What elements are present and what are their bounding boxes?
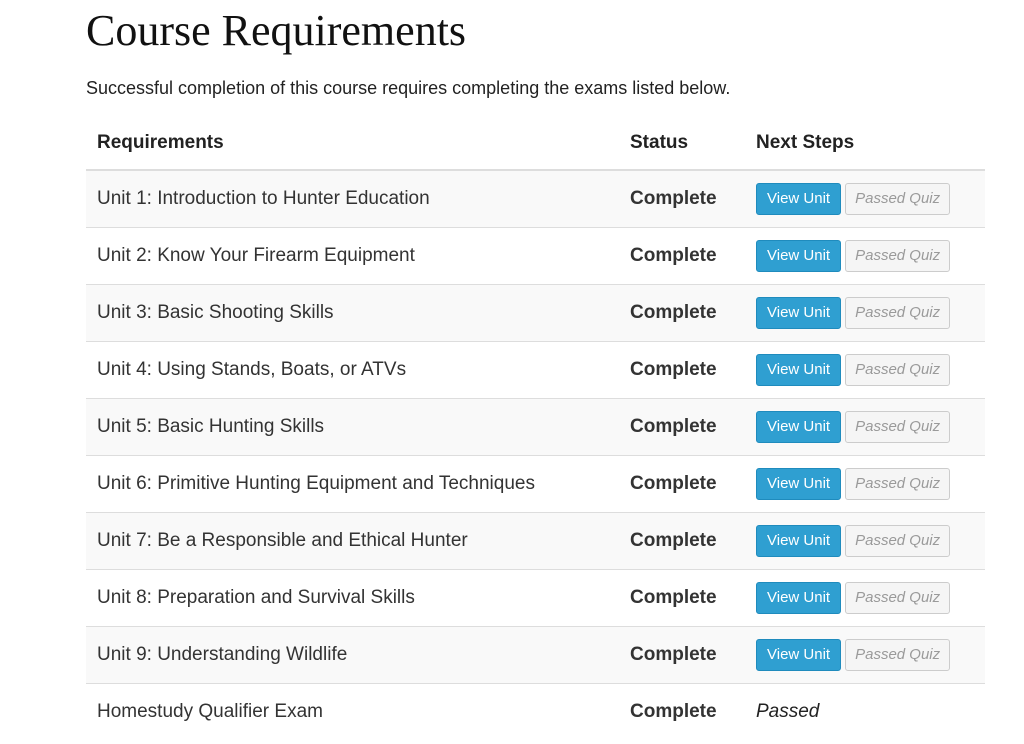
requirement-name: Unit 7: Be a Responsible and Ethical Hunter — [86, 513, 618, 570]
header-next-steps: Next Steps — [744, 116, 985, 170]
requirement-name: Unit 6: Primitive Hunting Equipment and Techniques — [86, 456, 618, 513]
requirement-name: Unit 9: Understanding Wildlife — [86, 627, 618, 684]
table-row — [86, 627, 985, 684]
page-title: Course Requirements — [86, 6, 467, 55]
table-row — [86, 456, 985, 513]
view-unit-button[interactable]: View Unit — [756, 411, 841, 443]
requirement-name: Unit 3: Basic Shooting Skills — [86, 285, 618, 342]
table-row — [86, 342, 985, 399]
next-steps-cell — [744, 627, 985, 684]
requirement-name: Unit 5: Basic Hunting Skills — [86, 399, 618, 456]
table-header-row — [86, 116, 985, 170]
view-unit-button[interactable]: View Unit — [756, 468, 841, 500]
table-row — [86, 285, 985, 342]
table-row — [86, 399, 985, 456]
view-unit-button[interactable]: View Unit — [756, 525, 841, 557]
requirement-name: Homestudy Qualifier Exam — [86, 684, 618, 741]
passed-quiz-button[interactable]: Passed Quiz — [845, 240, 950, 272]
passed-quiz-button[interactable]: Passed Quiz — [845, 639, 950, 671]
status-text: Complete — [618, 342, 744, 399]
status-text: Complete — [618, 170, 744, 228]
status-text: Complete — [618, 399, 744, 456]
view-unit-button[interactable]: View Unit — [756, 354, 841, 386]
status-text: Complete — [618, 627, 744, 684]
view-unit-button[interactable]: View Unit — [756, 183, 841, 215]
view-unit-button[interactable]: View Unit — [756, 639, 841, 671]
requirements-body — [86, 170, 985, 740]
next-steps-cell — [744, 513, 985, 570]
next-step-cell — [744, 684, 985, 741]
status-text: Complete — [618, 684, 744, 741]
table-row-final — [86, 684, 985, 741]
next-steps-cell — [744, 456, 985, 513]
next-steps-cell — [744, 170, 985, 228]
intro-text: Successful completion of this course requires completing the exams listed below. — [86, 78, 731, 98]
view-unit-button[interactable]: View Unit — [756, 240, 841, 272]
next-steps-cell — [744, 342, 985, 399]
next-steps-cell — [744, 285, 985, 342]
next-steps-cell — [744, 399, 985, 456]
table-row — [86, 170, 985, 228]
table-row — [86, 570, 985, 627]
passed-quiz-button[interactable]: Passed Quiz — [845, 468, 950, 500]
passed-result-text: Passed — [756, 701, 820, 722]
passed-quiz-button[interactable]: Passed Quiz — [845, 297, 950, 329]
passed-quiz-button[interactable]: Passed Quiz — [845, 525, 950, 557]
requirement-name: Unit 8: Preparation and Survival Skills — [86, 570, 618, 627]
status-text: Complete — [618, 513, 744, 570]
table-row — [86, 228, 985, 285]
next-steps-cell — [744, 570, 985, 627]
next-steps-cell — [744, 228, 985, 285]
header-requirements: Requirements — [86, 116, 618, 170]
header-status: Status — [618, 116, 744, 170]
passed-quiz-button[interactable]: Passed Quiz — [845, 354, 950, 386]
requirement-name: Unit 1: Introduction to Hunter Education — [86, 170, 618, 228]
view-unit-button[interactable]: View Unit — [756, 297, 841, 329]
passed-quiz-button[interactable]: Passed Quiz — [845, 183, 950, 215]
status-text: Complete — [618, 570, 744, 627]
status-text: Complete — [618, 228, 744, 285]
requirements-table — [86, 116, 985, 740]
passed-quiz-button[interactable]: Passed Quiz — [845, 582, 950, 614]
table-row — [86, 513, 985, 570]
requirement-name: Unit 2: Know Your Firearm Equipment — [86, 228, 618, 285]
requirement-name: Unit 4: Using Stands, Boats, or ATVs — [86, 342, 618, 399]
view-unit-button[interactable]: View Unit — [756, 582, 841, 614]
status-text: Complete — [618, 285, 744, 342]
passed-quiz-button[interactable]: Passed Quiz — [845, 411, 950, 443]
status-text: Complete — [618, 456, 744, 513]
